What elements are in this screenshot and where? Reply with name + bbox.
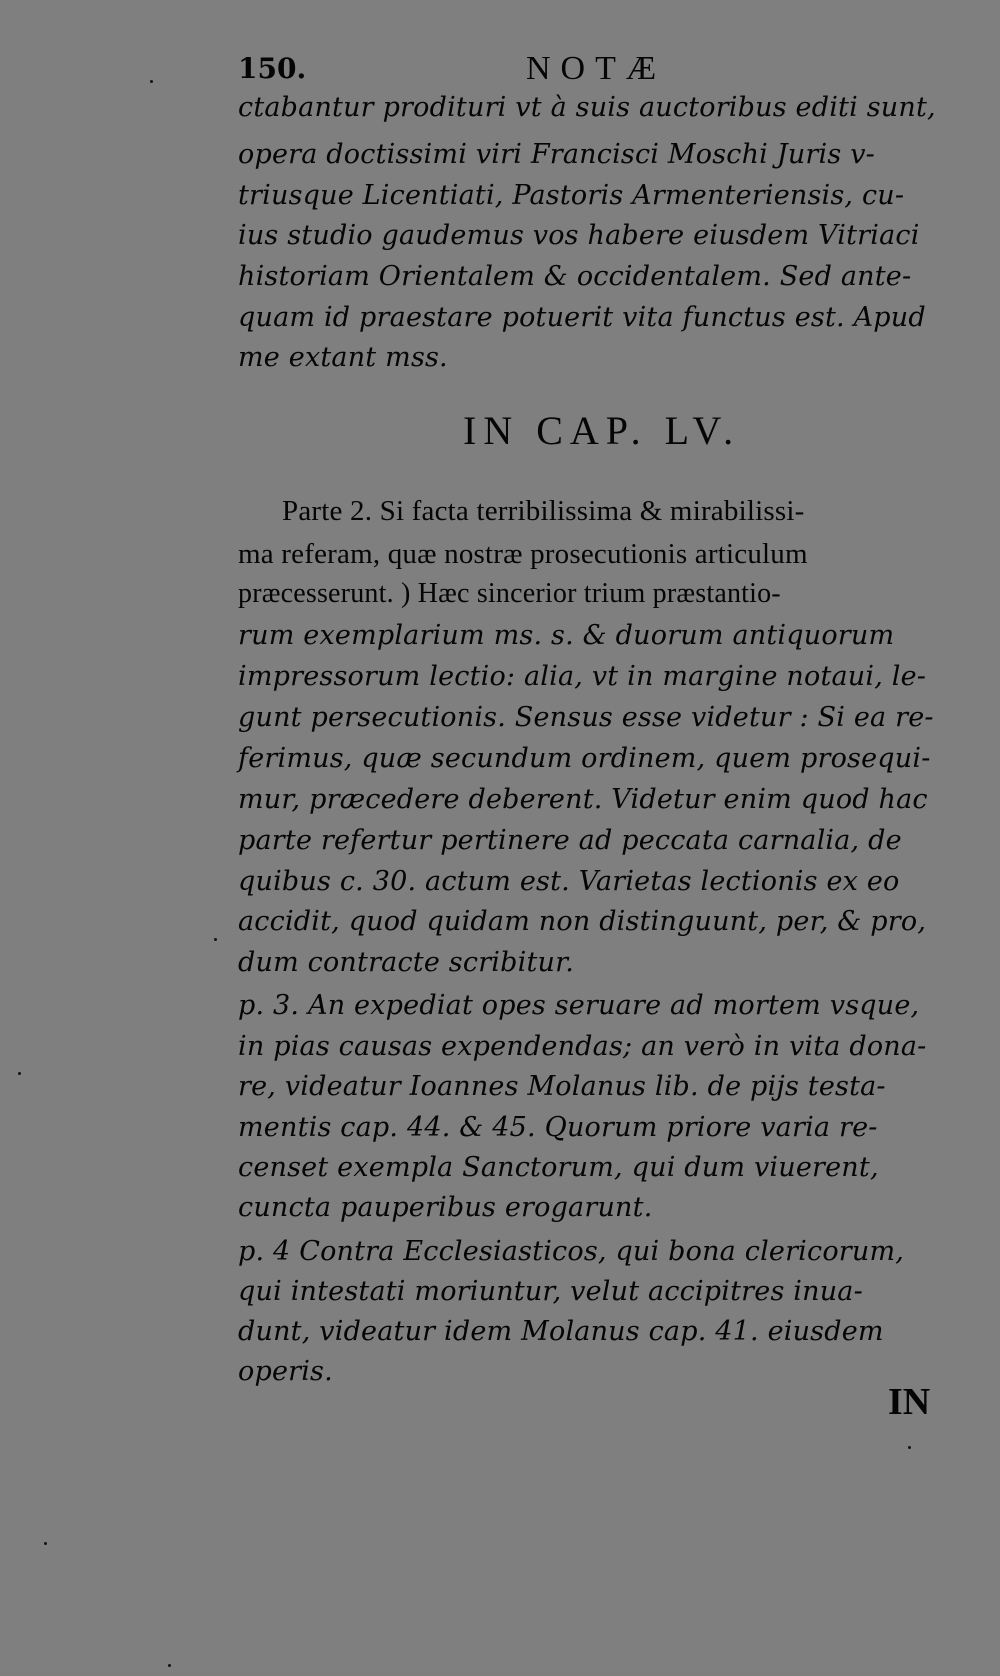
scan-speck bbox=[214, 938, 217, 941]
text-line: Parte 2. Si facta terribilissima & mirabilissi- bbox=[282, 495, 805, 527]
text-line: p. 3. An expediat opes seruare ad mortem vsque, bbox=[238, 990, 920, 1021]
text-line: triusque Licentiati, Pastoris Armenteriensis, cu- bbox=[238, 180, 905, 211]
text-line: gunt persecutionis. Sensus esse videtur : Si ea re- bbox=[238, 702, 934, 733]
text-line: mentis cap. 44. & 45. Quorum priore varia re- bbox=[238, 1112, 878, 1143]
text-line: cuncta pauperibus erogarunt. bbox=[238, 1192, 653, 1223]
text-line: operis. bbox=[238, 1356, 333, 1387]
text-line: dum contracte scribitur. bbox=[238, 947, 575, 978]
text-line: qui intestati moriuntur, velut accipitres inua- bbox=[238, 1276, 863, 1307]
running-title: NOTÆ bbox=[526, 50, 667, 87]
catchword: IN bbox=[888, 1381, 931, 1423]
text-line: opera doctissimi viri Francisci Moschi Juris v- bbox=[238, 139, 875, 170]
text-line: accidit, quod quidam non distinguunt, per, & pro, bbox=[238, 906, 927, 937]
scan-speck bbox=[18, 1072, 21, 1075]
text-line: impressorum lectio: alia, vt in margine notaui, le- bbox=[238, 661, 927, 692]
text-line: re, videatur Ioannes Molanus lib. de pijs testa- bbox=[238, 1071, 886, 1102]
text-line: quam id praestare potuerit vita functus est. Apud bbox=[238, 302, 926, 333]
page-number: 150. bbox=[238, 52, 307, 85]
text-line: in pias causas expendendas; an verò in vita dona- bbox=[238, 1031, 927, 1062]
scan-speck bbox=[168, 1664, 171, 1667]
text-line: dunt, videatur idem Molanus cap. 41. eiusdem bbox=[238, 1316, 884, 1347]
scan-speck bbox=[44, 1542, 47, 1545]
text-line: rum exemplarium ms. s. & duorum antiquorum bbox=[238, 620, 895, 651]
text-line: ma referam, quæ nostræ prosecutionis articulum bbox=[238, 538, 808, 570]
scan-speck bbox=[150, 80, 153, 83]
scan-speck bbox=[908, 1446, 911, 1449]
text-line: ferimus, quæ secundum ordinem, quem prosequi- bbox=[238, 743, 931, 774]
text-line: quibus c. 30. actum est. Varietas lectionis ex eo bbox=[238, 866, 900, 897]
text-line: parte refertur pertinere ad peccata carnalia, de bbox=[238, 825, 902, 856]
text-line: censet exempla Sanctorum, qui dum viuerent, bbox=[238, 1152, 879, 1183]
text-line: historiam Orientalem & occidentalem. Sed ante- bbox=[238, 261, 912, 292]
text-line: præcesserunt. ) Hæc sincerior trium præstantio- bbox=[238, 578, 781, 609]
text-line: mur, præcedere deberent. Videtur enim quod hac bbox=[238, 784, 928, 815]
section-heading: IN CAP. LV. bbox=[463, 408, 741, 453]
text-line: ctabantur prodituri vt à suis auctoribus editi sunt, bbox=[238, 92, 936, 123]
text-line: p. 4 Contra Ecclesiasticos, qui bona clericorum, bbox=[238, 1236, 905, 1267]
text-line: me extant mss. bbox=[238, 342, 448, 373]
text-line: ius studio gaudemus vos habere eiusdem Vitriaci bbox=[238, 220, 920, 251]
